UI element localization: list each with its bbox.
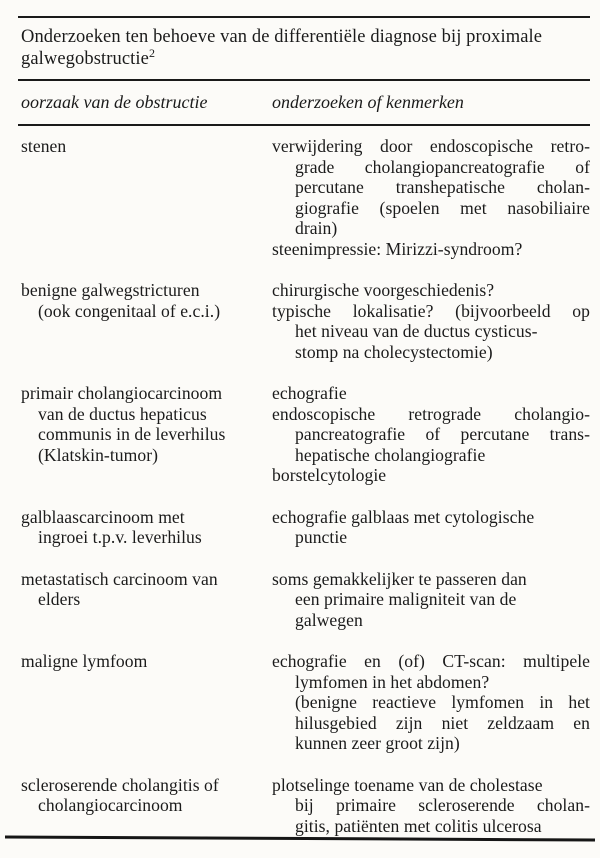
text-line: lymfomen in het abdomen? bbox=[295, 671, 490, 692]
text-line: maligne lymfoom bbox=[21, 651, 148, 671]
text-line: chirurgische voorgeschiedenis? bbox=[272, 280, 495, 300]
text-line: benigne galwegstricturen bbox=[21, 280, 200, 300]
findings-cell bbox=[272, 383, 590, 486]
text-line: stenen bbox=[21, 136, 67, 156]
text-line: giografie (spoelen met nasobiliaire bbox=[295, 197, 590, 218]
table-title-line-2 bbox=[21, 45, 590, 70]
table-row bbox=[21, 280, 590, 362]
table-row bbox=[21, 507, 590, 548]
cause-cell bbox=[21, 569, 272, 631]
cause-cell bbox=[21, 507, 272, 548]
text-line: borstelcytologie bbox=[272, 465, 387, 485]
findings-cell bbox=[272, 651, 590, 754]
cause-cell bbox=[21, 136, 272, 259]
text-line: steenimpressie: Mirizzi-syndroom? bbox=[272, 238, 523, 259]
table-row bbox=[21, 383, 590, 486]
text-line: stomp na cholecystectomie) bbox=[295, 341, 493, 362]
text-line: communis in de leverhilus bbox=[38, 424, 226, 444]
text-line: echografie bbox=[272, 383, 347, 403]
text-line: ingroei t.p.v. leverhilus bbox=[38, 527, 202, 547]
text-line: soms gemakkelijker te passeren dan bbox=[272, 568, 527, 589]
text-line: een primaire maligniteit van de bbox=[295, 589, 517, 609]
text-line: verwijdering door endoscopische retro- bbox=[272, 136, 590, 156]
text-line: elders bbox=[38, 589, 81, 609]
cause-cell bbox=[21, 775, 272, 837]
text-line: gitis, patiënten met colitis ulcerosa bbox=[295, 815, 542, 836]
text-line: typische lokalisatie? (bijvoorbeeld op bbox=[272, 300, 590, 321]
findings-cell bbox=[272, 280, 590, 362]
text-line: kunnen zeer groot zijn) bbox=[295, 733, 460, 753]
text-line: scleroserende cholangitis of bbox=[21, 774, 219, 795]
findings-cell bbox=[272, 507, 590, 548]
text-line: het niveau van de ductus cysticus- bbox=[295, 321, 538, 341]
text-line: drain) bbox=[295, 218, 338, 238]
table-body bbox=[21, 126, 590, 836]
table-bottom-rule bbox=[5, 835, 595, 841]
text-line: echografie galblaas met cytologische bbox=[272, 506, 535, 527]
text-line: (benigne reactieve lymfomen in het bbox=[295, 692, 590, 712]
text-line: van de ductus hepaticus bbox=[38, 403, 207, 424]
text-line: primair cholangiocarcinoom bbox=[21, 383, 223, 403]
table-title-line-2-text: galwegobstructie bbox=[21, 49, 149, 69]
text-line: (ook congenitaal of e.c.i.) bbox=[38, 300, 221, 321]
text-line: metastatisch carcinoom van bbox=[21, 568, 218, 589]
text-line: grade cholangiopancreatografie of bbox=[295, 156, 590, 177]
table-row bbox=[21, 775, 590, 837]
text-line: cholangiocarcinoom bbox=[38, 795, 183, 815]
text-line: hilusgebied zijn niet zeldzaam en bbox=[295, 712, 590, 733]
text-line: percutane transhepatische cholan- bbox=[295, 177, 590, 197]
text-line: echografie en (of) CT-scan: multipele bbox=[272, 651, 590, 671]
text-line: galblaascarcinoom met bbox=[21, 506, 185, 527]
text-line: bij primaire scleroserende cholan- bbox=[295, 795, 590, 815]
text-line: hepatische cholangiografie bbox=[295, 444, 486, 465]
table-header-row bbox=[21, 81, 590, 124]
text-line: (Klatskin-tumor) bbox=[38, 444, 159, 465]
column-header-findings: onderzoeken of kenmerken bbox=[272, 92, 464, 112]
cause-cell bbox=[21, 280, 272, 362]
text-line: punctie bbox=[295, 527, 348, 547]
text-line: pancreatografie of percutane trans- bbox=[295, 424, 590, 444]
footnote-reference: 2 bbox=[148, 45, 156, 60]
table-top-rule bbox=[18, 16, 590, 18]
cause-cell bbox=[21, 651, 272, 754]
table-row bbox=[21, 569, 590, 631]
text-line: endoscopische retrograde cholangio- bbox=[272, 403, 590, 424]
cause-cell bbox=[21, 383, 272, 486]
findings-cell bbox=[272, 569, 590, 631]
findings-cell bbox=[272, 775, 590, 837]
column-header-cause: oorzaak van de obstructie bbox=[21, 92, 208, 112]
text-line: plotselinge toename van de cholestase bbox=[272, 774, 543, 795]
table-title-line-1: Onderzoeken ten behoeve van de differentiële diagnose bij proximale bbox=[21, 27, 543, 47]
text-line: galwegen bbox=[295, 609, 363, 630]
table-title bbox=[21, 26, 590, 70]
table-row bbox=[21, 136, 590, 259]
findings-cell bbox=[272, 136, 590, 259]
table-row bbox=[21, 651, 590, 754]
